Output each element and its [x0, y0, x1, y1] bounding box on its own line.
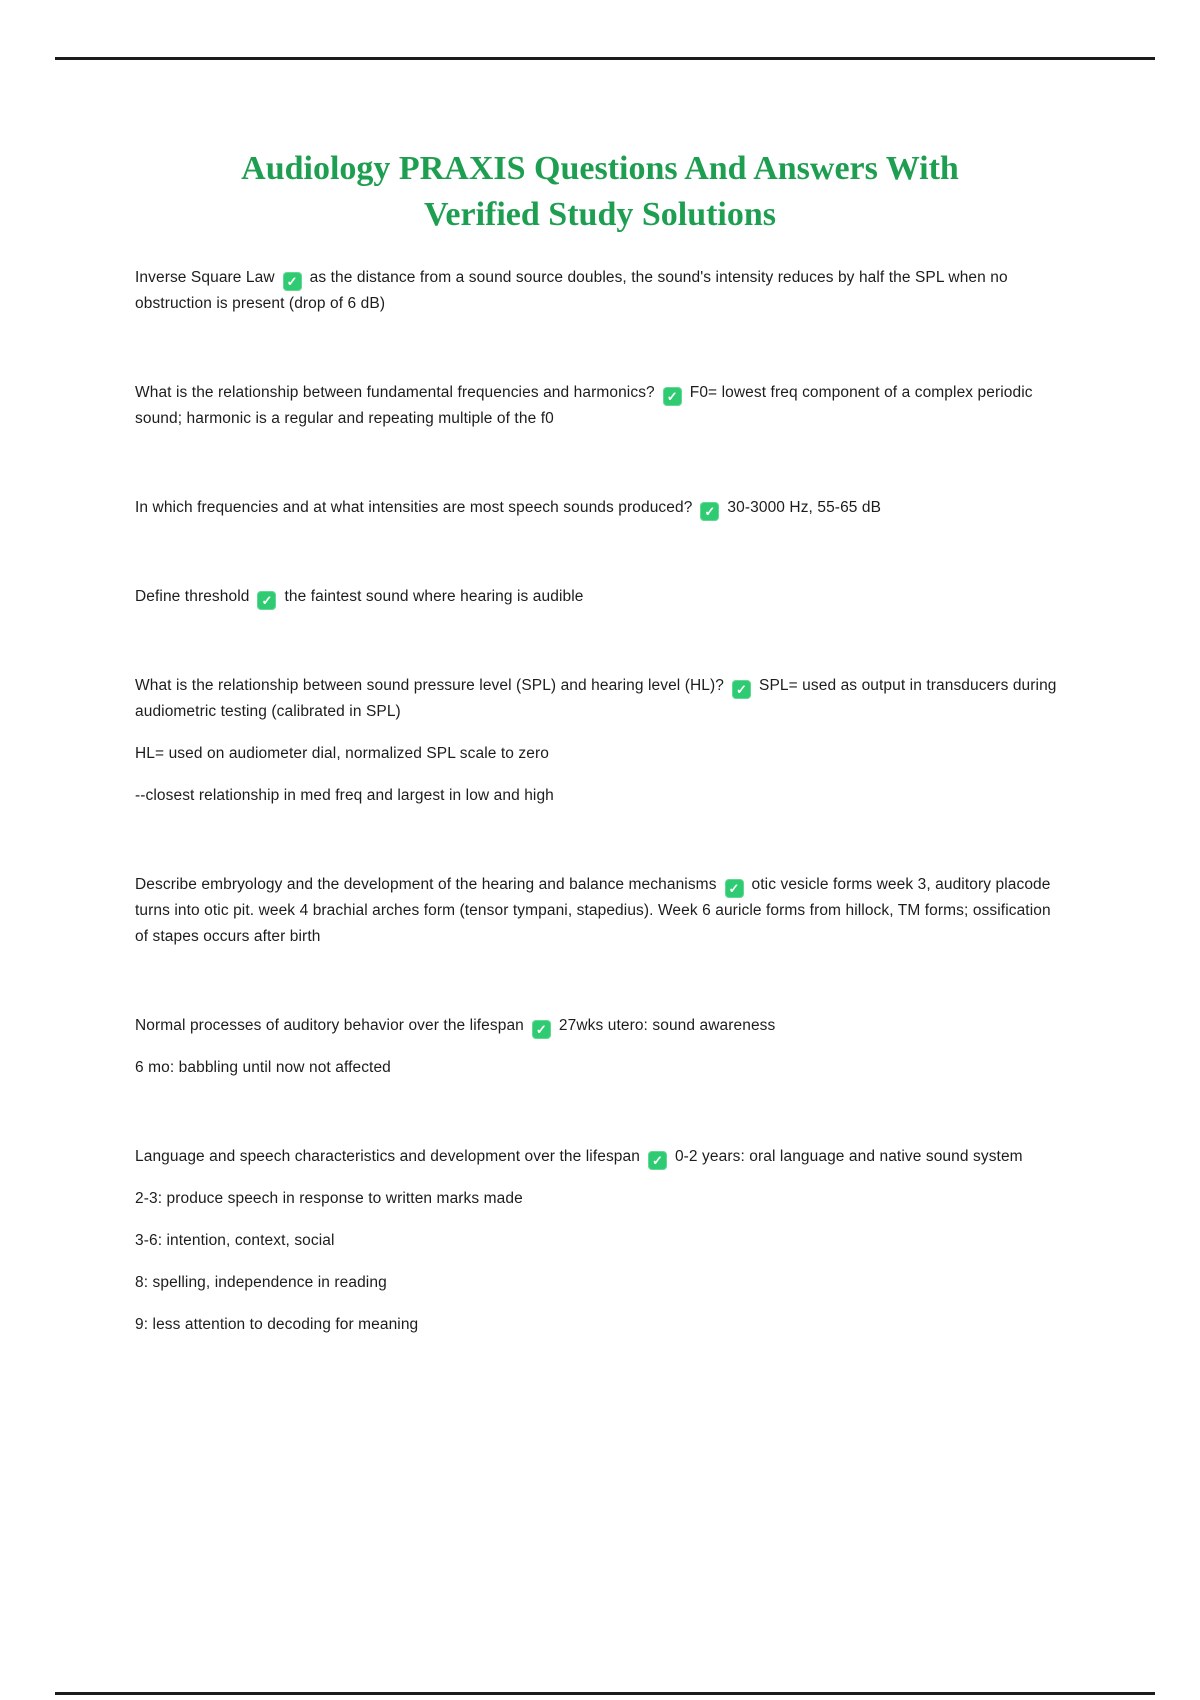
answer-text: otic vesicle forms week 3, auditory placode turns into otic pit. week 4 brachial arches form (tensor tympani, stapedius). Week 6 auricle forms from hillock, TM forms; ossification of stapes occurs after birth [135, 876, 1051, 945]
answer-extra-paragraph: HL= used on audiometer dial, normalized SPL scale to zero [135, 745, 549, 762]
qa-main-paragraph [135, 495, 1067, 521]
qa-main-paragraph [135, 872, 1067, 950]
question-text: What is the relationship between sound pressure level (SPL) and hearing level (HL)? [135, 677, 725, 694]
top-divider-rule [55, 57, 1155, 60]
answer-text: as the distance from a sound source doubles, the sound's intensity reduces by half the SPL when no obstruction is present (drop of 6 dB) [135, 269, 1008, 312]
qa-item [135, 1144, 1067, 1354]
check-icon: ✓ [532, 1020, 551, 1039]
answer-text: F0= lowest freq component of a complex periodic sound; harmonic is a regular and repeating multiple of the f0 [135, 384, 1033, 427]
qa-main-paragraph [135, 1013, 1067, 1039]
question-text: Language and speech characteristics and development over the lifespan [135, 1148, 640, 1165]
answer-extra-paragraph: 2-3: produce speech in response to written marks made [135, 1190, 523, 1207]
question-text: Normal processes of auditory behavior over the lifespan [135, 1017, 524, 1034]
check-icon: ✓ [257, 591, 276, 610]
question-text: Describe embryology and the development of the hearing and balance mechanisms [135, 876, 717, 893]
check-icon: ✓ [700, 502, 719, 521]
answer-extra-paragraph: 8: spelling, independence in reading [135, 1274, 387, 1291]
qa-item [135, 1013, 1067, 1097]
check-icon: ✓ [648, 1151, 667, 1170]
page-title-line-2: Verified Study Solutions [423, 196, 777, 233]
answer-extra-paragraph: 9: less attention to decoding for meaning [135, 1316, 419, 1333]
answer-text: 27wks utero: sound awareness [558, 1017, 776, 1034]
answer-extra-paragraph: 6 mo: babbling until now not affected [135, 1059, 391, 1076]
qa-item [135, 673, 1067, 825]
check-icon: ✓ [283, 272, 302, 291]
question-text: What is the relationship between fundamental frequencies and harmonics? [135, 384, 655, 401]
qa-main-paragraph [135, 673, 1067, 725]
answer-extra-paragraph: 3-6: intention, context, social [135, 1232, 335, 1249]
answer-text: the faintest sound where hearing is audible [284, 588, 584, 605]
page-title [150, 146, 1050, 238]
bottom-divider-rule [55, 1692, 1155, 1695]
qa-main-paragraph [135, 1144, 1067, 1170]
check-icon: ✓ [725, 879, 744, 898]
answer-text: 30-3000 Hz, 55-65 dB [727, 499, 882, 516]
qa-list [135, 265, 1067, 1354]
page-title-line-1: Audiology PRAXIS Questions And Answers With [241, 150, 959, 187]
answer-extra-paragraph: --closest relationship in med freq and largest in low and high [135, 787, 554, 804]
qa-item [135, 495, 1067, 537]
qa-item [135, 380, 1067, 448]
qa-main-paragraph [135, 584, 1067, 610]
qa-main-paragraph [135, 265, 1067, 317]
qa-item [135, 265, 1067, 333]
qa-item [135, 872, 1067, 966]
qa-main-paragraph [135, 380, 1067, 432]
question-text: Define threshold [135, 588, 250, 605]
answer-text: SPL= used as output in transducers during audiometric testing (calibrated in SPL) [135, 677, 1057, 720]
check-icon: ✓ [732, 680, 751, 699]
question-text: In which frequencies and at what intensities are most speech sounds produced? [135, 499, 693, 516]
qa-item [135, 584, 1067, 626]
answer-text: 0-2 years: oral language and native sound system [674, 1148, 1023, 1165]
check-icon: ✓ [663, 387, 682, 406]
question-text: Inverse Square Law [135, 269, 275, 286]
